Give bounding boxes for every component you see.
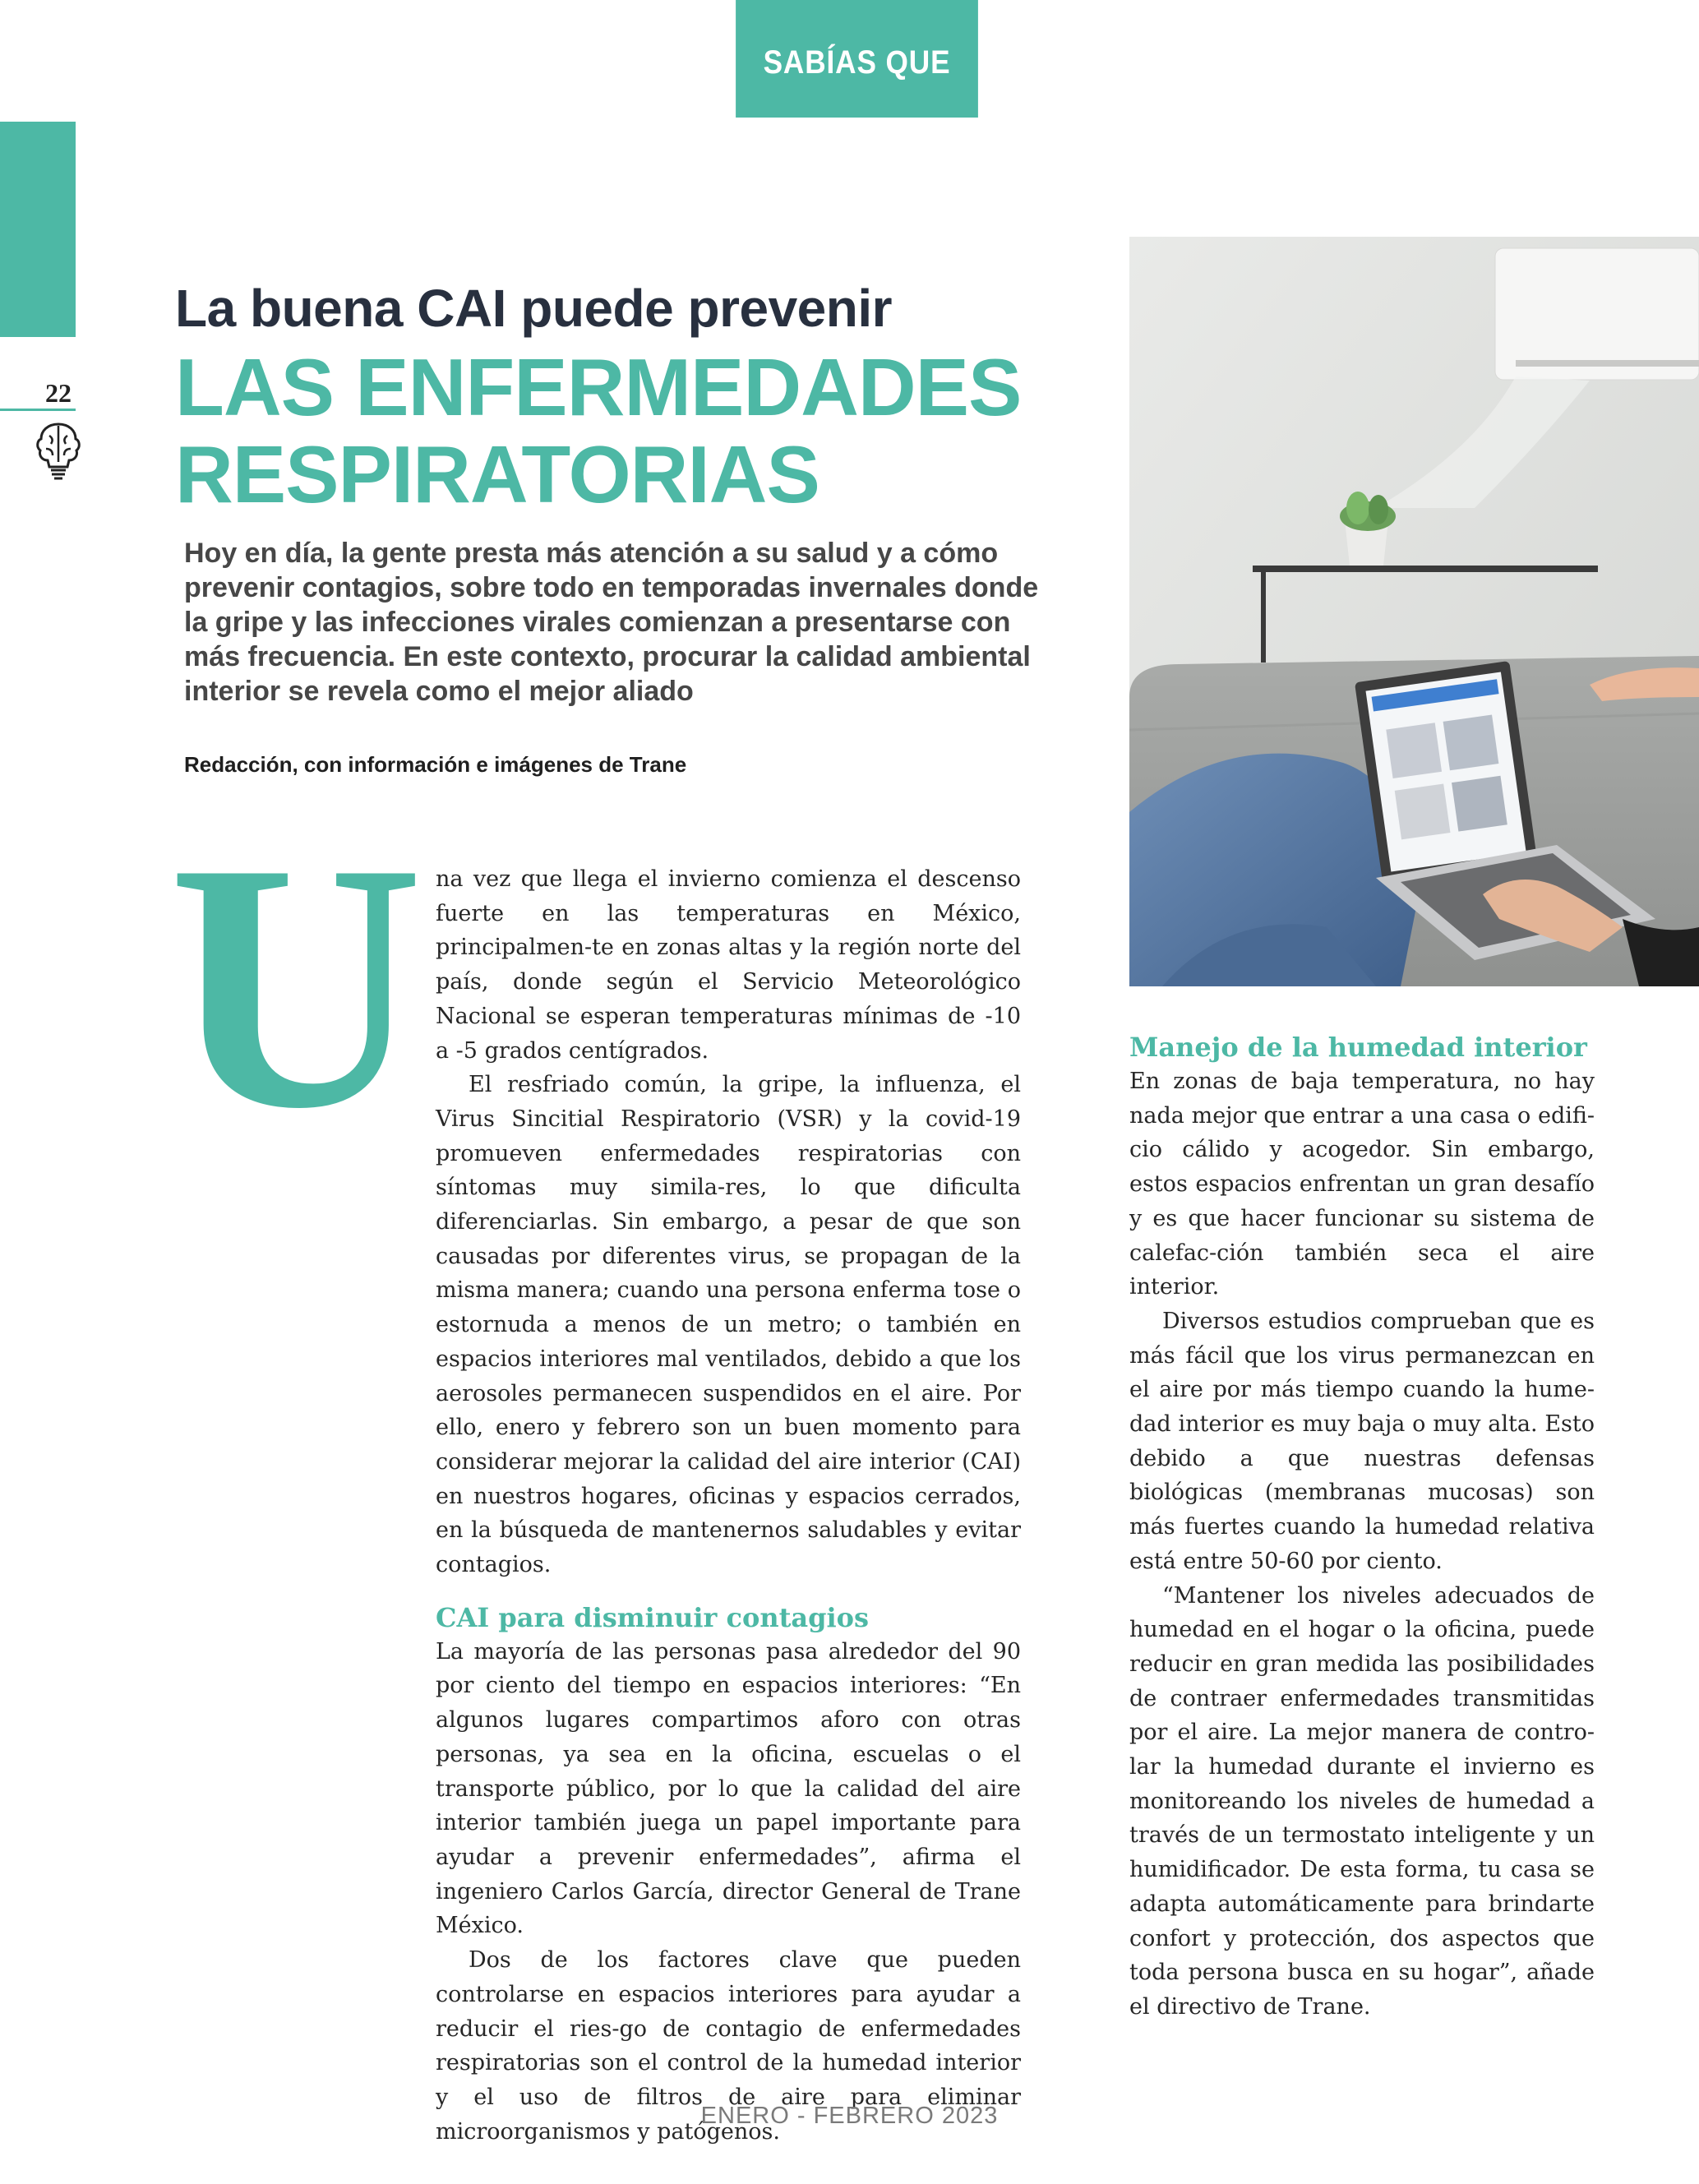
side-accent-bar — [0, 122, 76, 337]
paragraph: La mayoría de las personas pasa alrededor del 90 por ciento del tiempo en espacios interiores: “En algunos lugares compartimos aforo con otras personas, ya sea en la oficina, escuelas o el transporte público, por lo que la calidad del aire interior también juega un papel importante para ayudar a prevenir enfermedades”, afirma el ingeniero Carlos García, director General de Trane México. — [436, 1638, 1021, 1939]
drop-cap: U — [169, 791, 424, 1182]
brain-lightbulb-icon — [33, 419, 84, 485]
paragraph: En zonas de baja temperatura, no hay nada mejor que entrar a una casa o edifi-cio cálido y acogedor. Sin embargo, estos espacios enfrentan un gran desafío y es que hacer funcionar su sistema de calefac-ción también seca el aire interior. — [1129, 1069, 1595, 1300]
paragraph: “Mantener los niveles adecuados de humedad en el hogar o la oficina, puede reducir en gran medida las posibilidades de contraer enfermedades transmitidas por el aire. La mejor manera de contro-lar la humedad durante el invierno es monitoreando los niveles de humedad a través de un termostato inteligente y un humidificador. De esta forma, tu casa se adapta automáticamente para brindarte confort y protección, dos aspectos que toda persona busca en su hogar”, añade el directivo de Trane. — [1129, 1582, 1595, 2020]
section-tab: SABÍAS QUE — [736, 0, 978, 118]
article-byline: Redacción, con información e imágenes de Trane — [184, 752, 687, 777]
issue-footer: ENERO - FEBRERO 2023 — [700, 2103, 999, 2129]
paragraph: Diversos estudios comprueban que es más fácil que los virus permanezcan en el aire por más tiempo cuando la hume-dad interior es muy baja o muy alta. Esto debido a que nuestras defensas biológicas (membranas mucosas) son más fuertes cuando la humedad relativa está entre 50-60 por ciento. — [1129, 1308, 1595, 1574]
paragraph: Dos de los factores clave que pueden controlarse en espacios interiores para ayudar a reducir el ries-go de contagio de enfermedades respiratorias son el control de la humedad interior y el uso de filtros de aire para eliminar microorganismos y patógenos. — [436, 1947, 1021, 2145]
article-kicker: La buena CAI puede prevenir — [175, 279, 893, 338]
article-photo — [1129, 237, 1699, 986]
body-column-2 — [1129, 1030, 1595, 2025]
body-column-1 — [436, 862, 1021, 2149]
article-headline: LAS ENFERMEDADES RESPIRATORIAS — [175, 342, 1022, 519]
paragraph: na vez que llega el invierno comienza el descenso fuerte en las temperaturas en México, principalmen-te en zonas altas y la región norte del país, donde según el Servicio Meteorológico Nacional se esperan temperaturas mínimas de -10 a -5 grados centígrados. — [436, 866, 1021, 1064]
subheading: CAI para disminuir contagios — [436, 1601, 869, 1633]
page-number-rule — [0, 409, 76, 411]
article-lead: Hoy en día, la gente presta más atención a su salud y a cómo prevenir contagios, sobre todo en temporadas invernales donde la gripe y las infecciones virales comienzan a presentarse con más frecuencia. En este contexto, procurar la calidad ambiental interior se revela como el mejor aliado — [184, 538, 1039, 707]
paragraph: El resfriado común, la gripe, la influenza, el Virus Sincitial Respiratorio (VSR) y la covid-19 promueven enfermedades respiratorias con síntomas muy simila-res, lo que dificulta diferenciarlas. Sin embargo, a pesar de que son causadas por diferentes virus, se propagan de la misma manera; cuando una persona enferma tose o estornuda a menos de un metro; o también en espacios interiores mal ventilados, debido a que los aerosoles permanecen suspendidos en el aire. Por ello, enero y febrero son un buen momento para considerar mejorar la calidad del aire interior (CAI) en nuestros hogares, oficinas y espacios cerrados, en la búsqueda de mantenernos saludables y evitar contagios. — [436, 1072, 1021, 1578]
page-number: 22 — [45, 378, 72, 408]
subheading: Manejo de la humedad interior — [1129, 1032, 1587, 1063]
